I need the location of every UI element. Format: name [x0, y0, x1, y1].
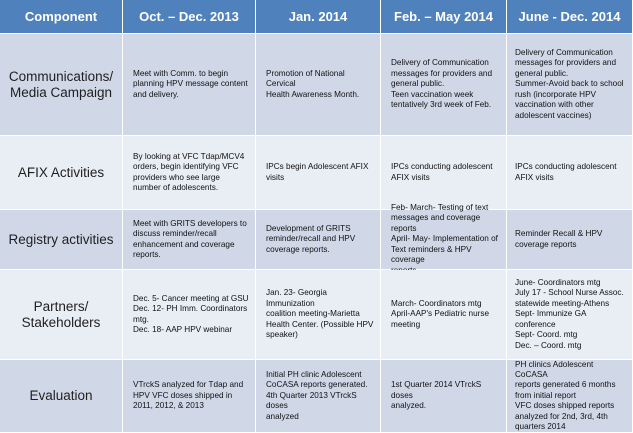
row-label-partners: Partners/ Stakeholders	[0, 270, 123, 360]
cell-registry-oct-dec: Meet with GRITS developers to discuss reminder/recall enhancement and coverage reports.	[123, 210, 256, 270]
cell-evaluation-jan: Initial PH clinic Adolescent CoCASA reports generated. 4th Quarter 2013 VTrckS doses analyzed	[256, 360, 381, 433]
header-oct-dec-2013: Oct. – Dec. 2013	[123, 0, 256, 34]
cell-partners-feb-may: March- Coordinators mtg April-AAP's Pediatric nurse meeting	[381, 270, 507, 360]
cell-partners-jan: Jan. 23- Georgia Immunization coalition meeting-Marietta Health Center. (Possible HPV speaker)	[256, 270, 381, 360]
cell-evaluation-oct-dec: VTrckS analyzed for Tdap and HPV VFC doses shipped in 2011, 2012, & 2013	[123, 360, 256, 433]
cell-partners-oct-dec: Dec. 5- Cancer meeting at GSU Dec. 12- PH Imm. Coordinators mtg. Dec. 18- AAP HPV webinar	[123, 270, 256, 360]
cell-afix-oct-dec: By looking at VFC Tdap/MCV4 orders, begin identifying VFC providers who see large number of adolescents.	[123, 136, 256, 210]
header-feb-may-2014: Feb. – May 2014	[381, 0, 507, 34]
cell-communications-jan: Promotion of National Cervical Health Awareness Month.	[256, 34, 381, 136]
cell-afix-feb-may: IPCs conducting adolescent AFIX visits	[381, 136, 507, 210]
cell-evaluation-june-dec: PH clinics Adolescent CoCASA reports generated 6 months from initial report VFC doses shipped reports analyzed for 2nd, 3rd, 4th quarters 2014	[507, 360, 633, 433]
row-label-communications: Communications/ Media Campaign	[0, 34, 123, 136]
cell-communications-oct-dec: Meet with Comm. to begin planning HPV message content and delivery.	[123, 34, 256, 136]
cell-registry-jan: Development of GRITS reminder/recall and HPV coverage reports.	[256, 210, 381, 270]
row-label-registry: Registry activities	[0, 210, 123, 270]
cell-registry-june-dec: Reminder Recall & HPV coverage reports	[507, 210, 633, 270]
header-component: Component	[0, 0, 123, 34]
cell-communications-june-dec: Delivery of Communication messages for providers and general public. Summer-Avoid back to school rush (incorporate HPV vaccination with other adolescent vaccines)	[507, 34, 633, 136]
row-label-afix: AFIX Activities	[0, 136, 123, 210]
cell-evaluation-feb-may: 1st Quarter 2014 VTrckS doses analyzed.	[381, 360, 507, 433]
cell-communications-feb-may: Delivery of Communication messages for providers and general public. Teen vaccination week tentatively 3rd week of Feb.	[381, 34, 507, 136]
cell-afix-june-dec: IPCs conducting adolescent AFIX visits	[507, 136, 633, 210]
header-jan-2014: Jan. 2014	[256, 0, 381, 34]
cell-afix-jan: IPCs begin Adolescent AFIX visits	[256, 136, 381, 210]
cell-partners-june-dec: June- Coordinators mtg July 17 - School Nurse Assoc. statewide meeting-Athens Sept- Immunize GA conference Sept- Coord. mtg Dec. – Coord. mtg	[507, 270, 633, 360]
cell-registry-feb-may: Feb- March- Testing of text messages and coverage reports April- May- Implementation of Text reminders & HPV coverage	[381, 210, 507, 270]
row-label-evaluation: Evaluation	[0, 360, 123, 433]
header-june-dec-2014: June - Dec. 2014	[507, 0, 633, 34]
